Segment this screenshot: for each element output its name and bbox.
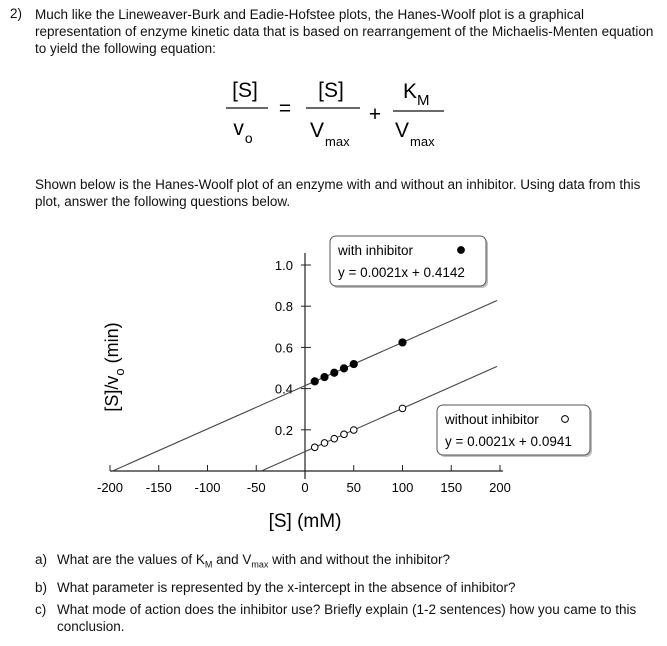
x-tick-label: -150 bbox=[145, 480, 172, 495]
x-tick-label: -200 bbox=[96, 480, 124, 495]
x-tick-label: 200 bbox=[489, 480, 511, 495]
term2-denominator: $V_{max}$ bbox=[395, 119, 435, 149]
x-tick-label: 0 bbox=[301, 480, 309, 495]
lhs-denominator: $v_o$ bbox=[233, 117, 253, 146]
data-point-with-inhibitor bbox=[311, 378, 318, 385]
legend-without-inhibitor-equation: y = 0.0021x + 0.0941 bbox=[445, 434, 572, 449]
data-point-without-inhibitor bbox=[350, 427, 357, 434]
data-point-without-inhibitor bbox=[399, 405, 406, 412]
data-point-with-inhibitor bbox=[350, 360, 357, 367]
hanes-woolf-equation bbox=[0, 0, 667, 170]
x-tick-label: 100 bbox=[391, 480, 414, 495]
data-point-without-inhibitor bbox=[321, 440, 328, 447]
equals-sign: = bbox=[278, 97, 292, 120]
y-axis-label: $[S]/v_o$ (min) bbox=[102, 322, 127, 412]
question-b-label: b) bbox=[35, 579, 48, 595]
y-tick-label: 0.6 bbox=[274, 340, 293, 356]
question-b-text: What parameter is represented by the x-intercept in the absence of inhibitor? bbox=[57, 579, 516, 595]
hanes-woolf-chart bbox=[0, 225, 667, 545]
x-tick-label: 150 bbox=[440, 480, 463, 495]
term2-numerator: $K_M$ bbox=[403, 80, 430, 109]
data-point-with-inhibitor bbox=[399, 339, 406, 346]
x-tick-label: -100 bbox=[194, 480, 221, 495]
x-tick-label: 50 bbox=[346, 480, 361, 495]
question-a: a) What are the values of $K_M$ and $V_{max}$ with and without the inhibitor? bbox=[35, 552, 450, 570]
question-b bbox=[35, 579, 655, 596]
plus-sign: + bbox=[368, 103, 382, 126]
legend-without-inhibitor-label: without inhibitor bbox=[445, 412, 539, 427]
intro-paragraph: Much like the Lineweaver-Burk and Eadie-Hofstee plots, the Hanes-Woolf plot is a graphical representation of enzyme kinetic data that is based on rearrangement of the Michaelis-Menten equation to yield the following equation: bbox=[35, 7, 654, 56]
question-c-label: c) bbox=[35, 601, 47, 617]
y-tick-label: 0.8 bbox=[274, 299, 293, 315]
data-point-with-inhibitor bbox=[340, 365, 347, 372]
x-axis-label: [S] (mM) bbox=[268, 511, 342, 532]
legend-with-inhibitor-equation: y = 0.0021x + 0.4142 bbox=[338, 265, 465, 280]
y-tick-label: 0.4 bbox=[274, 381, 293, 397]
data-point-with-inhibitor bbox=[321, 373, 328, 380]
question-number: 2) bbox=[10, 6, 23, 21]
question-list bbox=[35, 551, 655, 640]
question-c-text: What mode of action does the inhibitor use? Briefly explain (1-2 sentences) how you came to this conclusion. bbox=[57, 601, 637, 634]
legend-with-inhibitor-marker bbox=[458, 247, 465, 254]
data-point-without-inhibitor bbox=[311, 444, 318, 451]
x-tick-label: -50 bbox=[246, 480, 266, 495]
data-point-without-inhibitor bbox=[331, 435, 338, 442]
legend-without-inhibitor-marker bbox=[562, 416, 569, 423]
data-point-with-inhibitor bbox=[331, 369, 338, 376]
y-tick-label: 0.2 bbox=[274, 422, 293, 438]
y-tick-label: 1.0 bbox=[274, 258, 293, 273]
term1-denominator: $V_{max}$ bbox=[310, 119, 350, 149]
question-a-label: a) bbox=[35, 552, 48, 567]
lhs-numerator: [S] bbox=[232, 79, 258, 102]
plot-description: Shown below is the Hanes-Woolf plot of an enzyme with and without an inhibitor. Using data from this plot, answer the following questions below. bbox=[35, 177, 641, 209]
legend-with-inhibitor-label: with inhibitor bbox=[338, 243, 414, 258]
question-c bbox=[35, 601, 655, 635]
term1-numerator: [S] bbox=[318, 79, 344, 102]
data-point-without-inhibitor bbox=[341, 431, 348, 438]
